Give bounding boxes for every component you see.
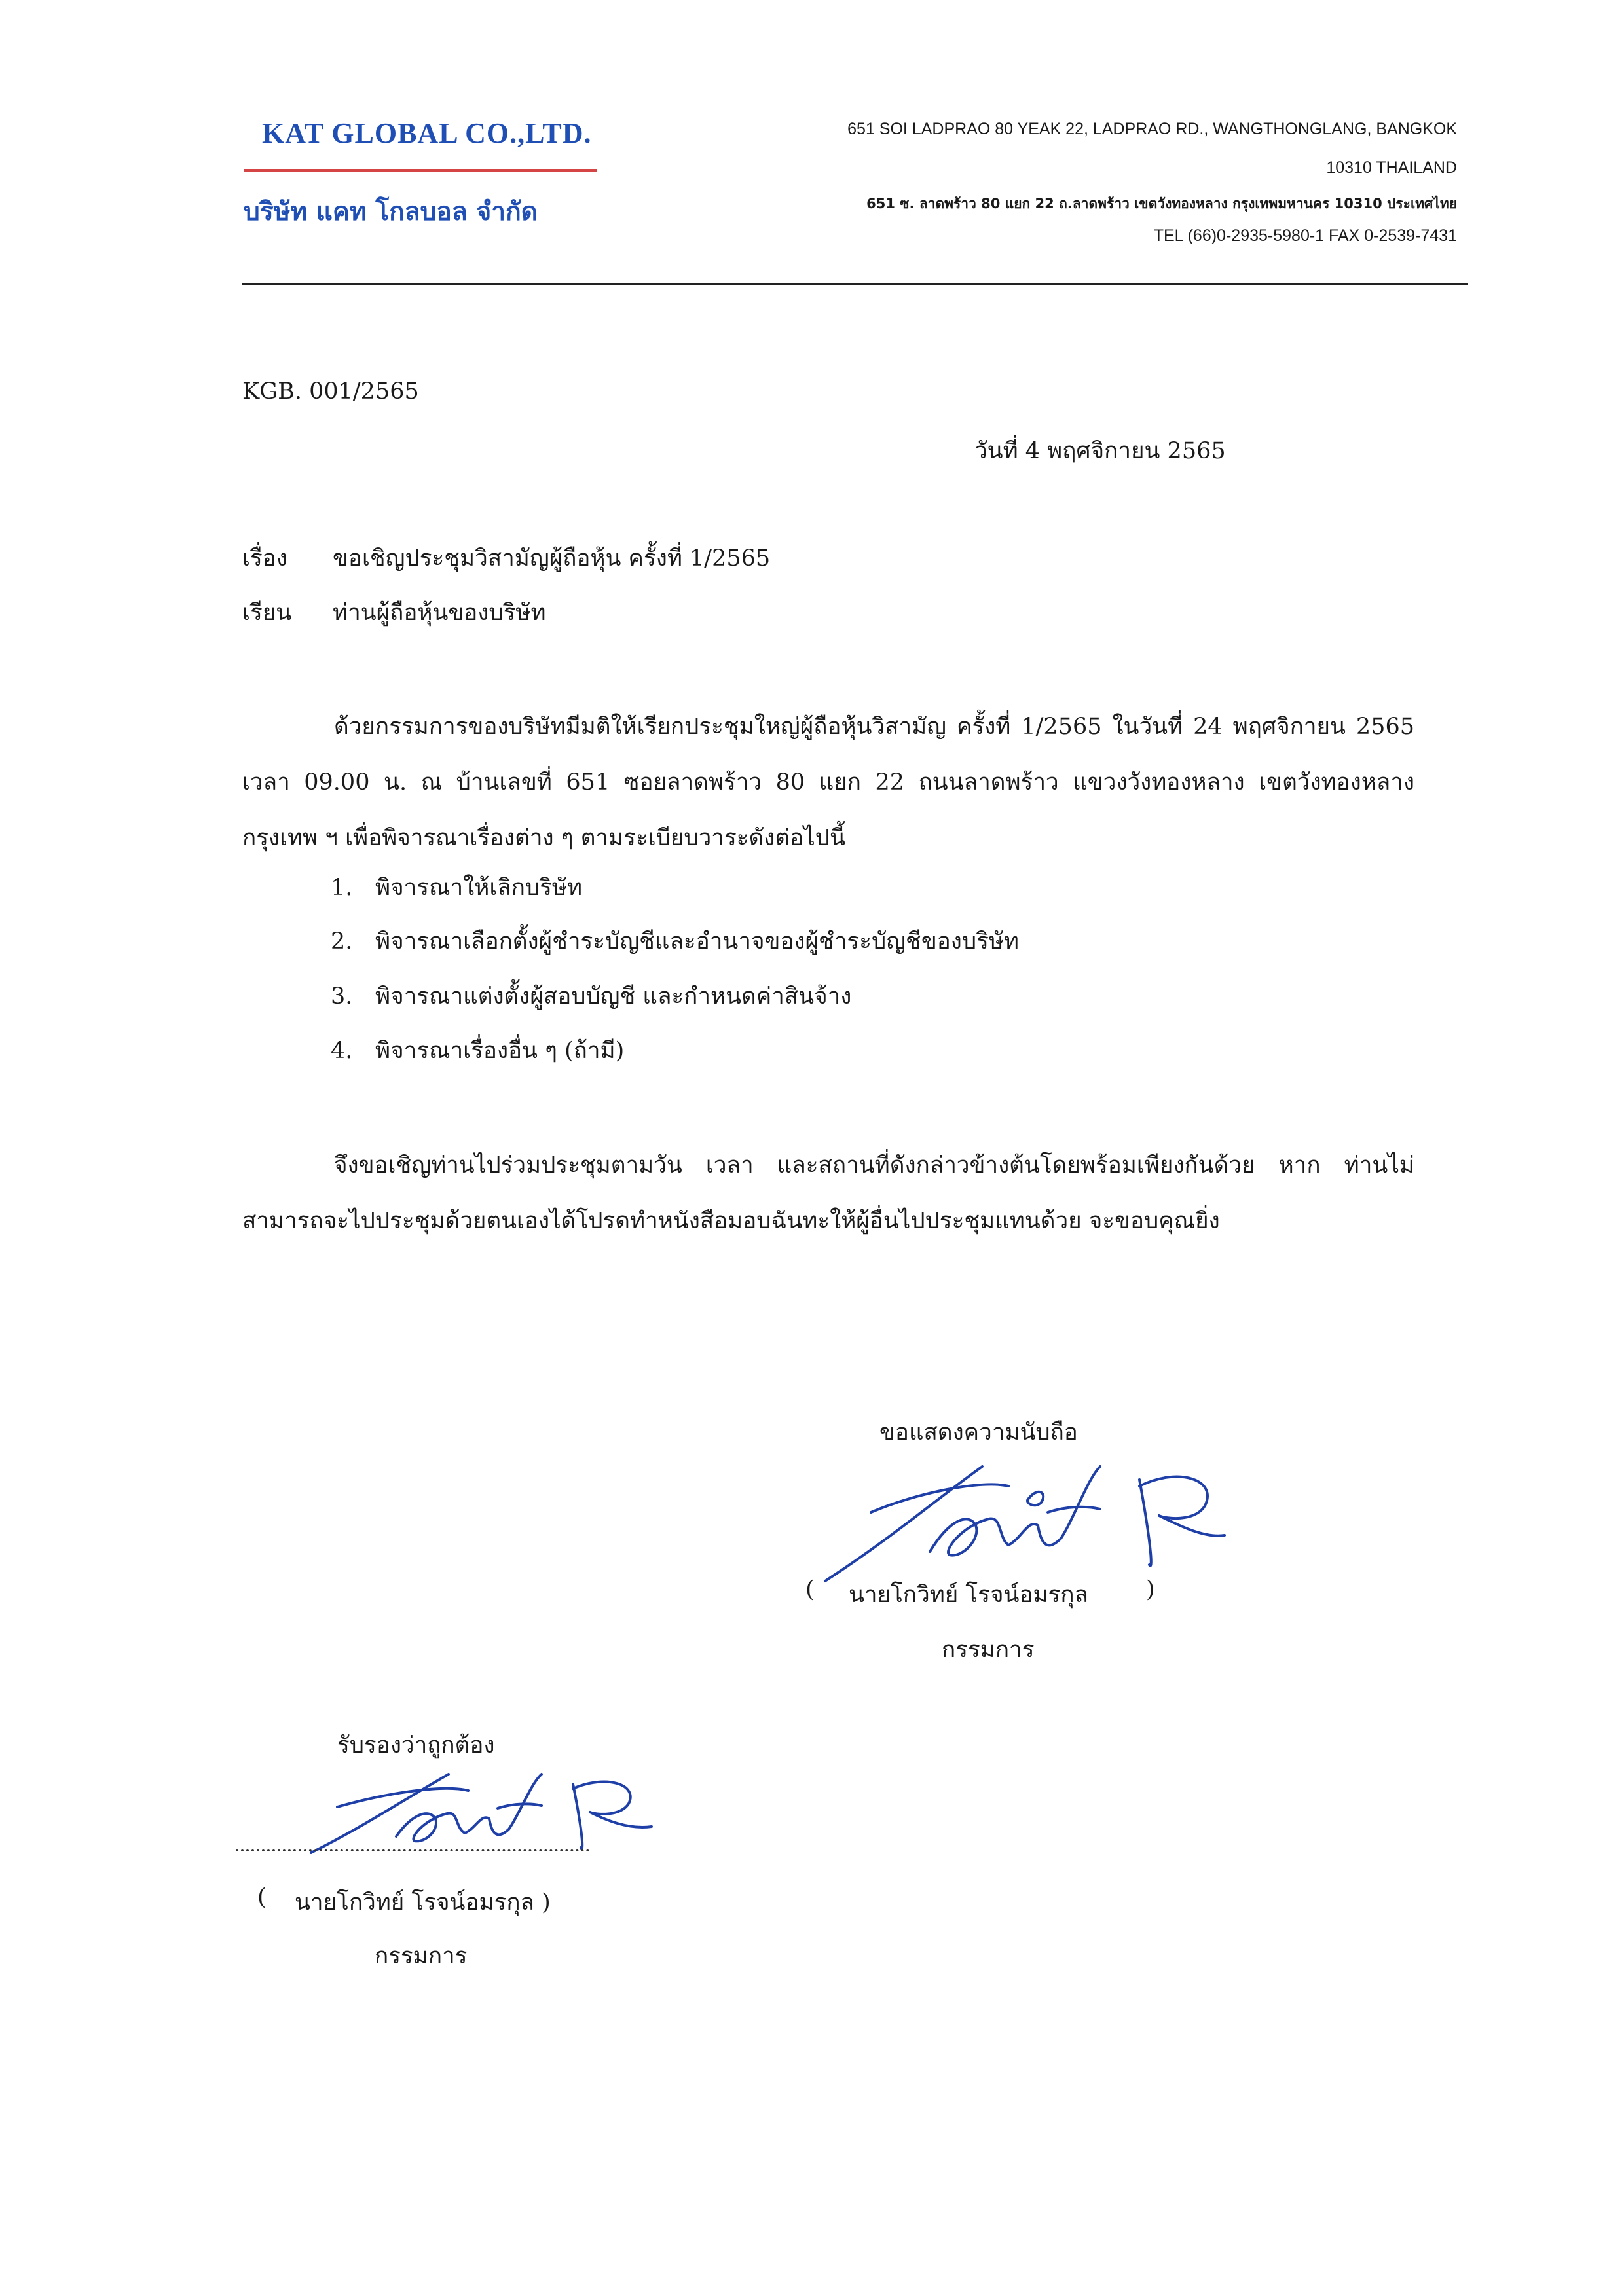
signature-line — [236, 1849, 589, 1851]
signer1-title: กรรมการ — [942, 1637, 1035, 1663]
address-en-line2: 10310 THAILAND — [1326, 158, 1457, 177]
subject-text: ขอเชิญประชุมวิสามัญผู้ถือหุ้น ครั้งที่ 1/2565 — [333, 545, 771, 572]
signer2-open-paren: ( — [257, 1884, 267, 1910]
certification-text: รับรองว่าถูกต้อง — [337, 1732, 495, 1758]
agenda-text: พิจารณาให้เลิกบริษัท — [375, 875, 583, 901]
signer1-name: นายโกวิทย์ โรจน์อมรกุล — [849, 1582, 1088, 1608]
body-paragraph-2 — [242, 1138, 1414, 1249]
agenda-item — [331, 978, 851, 1014]
signer2-title: กรรมการ — [375, 1943, 468, 1969]
signer2-name: นายโกวิทย์ โรจน์อมรกุล ) — [295, 1889, 551, 1916]
agenda-number: 2. — [331, 928, 353, 955]
address-en-line1: 651 SOI LADPRAO 80 YEAK 22, LADPRAO RD., WANGTHONGLANG, BANGKOK — [847, 120, 1457, 138]
letterhead-divider — [242, 283, 1468, 285]
recipient-text: ท่านผู้ถือหุ้นของบริษัท — [333, 600, 546, 626]
company-name-th: บริษัท แคท โกลบอล จำกัด — [244, 197, 538, 227]
letter-date: วันที่ 4 พฤศจิกายน 2565 — [974, 438, 1226, 464]
closing-text: ขอแสดงความนับถือ — [879, 1419, 1078, 1446]
signer1-open-paren: ( — [805, 1576, 815, 1603]
signature-image-2 — [298, 1755, 665, 1872]
agenda-number: 3. — [331, 983, 353, 1010]
agenda-text: พิจารณาแต่งตั้งผู้สอบบัญชี และกำหนดค่าสินจ้าง — [375, 983, 852, 1010]
agenda-text: พิจารณาเลือกตั้งผู้ชำระบัญชีและอำนาจของผู้ชำระบัญชีของบริษัท — [375, 928, 1020, 955]
signer1-close-paren: ) — [1146, 1576, 1155, 1603]
body-paragraph-2-text: จึงขอเชิญท่านไปร่วมประชุมตามวัน เวลา และสถานที่ดังกล่าวข้างต้นโดยพร้อมเพียงกันด้วย หาก ท่านไม่สามารถจะไปประชุมด้วยตนเองได้โปรดทำหนังสือมอบฉันทะให้ผู้อื่นไปประชุมแทนด้วย จะขอบคุณยิ่ง — [242, 1152, 1414, 1234]
body-paragraph-1 — [242, 699, 1414, 866]
agenda-number: 4. — [331, 1038, 353, 1064]
subject-label: เรื่อง — [242, 545, 287, 572]
agenda-number: 1. — [331, 875, 353, 901]
contact-info: TEL (66)0-2935-5980-1 FAX 0-2539-7431 — [1153, 227, 1457, 245]
agenda-item — [331, 923, 1019, 959]
agenda-item — [331, 1032, 624, 1068]
signature-image — [812, 1440, 1231, 1597]
address-th: 651 ซ. ลาดพร้าว 80 แยก 22 ถ.ลาดพร้าว เขตวังทองหลาง กรุงเทพมหานคร 10310 ประเทศไทย — [866, 196, 1457, 211]
letterhead-accent-line — [244, 169, 597, 172]
recipient-label: เรียน — [242, 600, 292, 626]
reference-number: KGB. 001/2565 — [242, 378, 419, 405]
agenda-text: พิจารณาเรื่องอื่น ๆ (ถ้ามี) — [375, 1038, 625, 1064]
body-paragraph-1-text: ด้วยกรรมการของบริษัทมีมติให้เรียกประชุมใหญ่ผู้ถือหุ้นวิสามัญ ครั้งที่ 1/2565 ในวันที่ 24 พฤศจิกายน 2565 เวลา 09.00 น. ณ บ้านเลขที่ 651 ซอยลาดพร้าว 80 แยก 22 ถนนลาดพร้าว แขวงวังทองหลาง เขตวังทองหลาง กรุงเทพ ฯ เพื่อพิจารณาเรื่องต่าง ๆ ตามระเบียบวาระดังต่อไปนี้ — [242, 714, 1414, 851]
company-name-en: KAT GLOBAL CO.,LTD. — [262, 117, 592, 149]
agenda-item — [331, 869, 582, 905]
